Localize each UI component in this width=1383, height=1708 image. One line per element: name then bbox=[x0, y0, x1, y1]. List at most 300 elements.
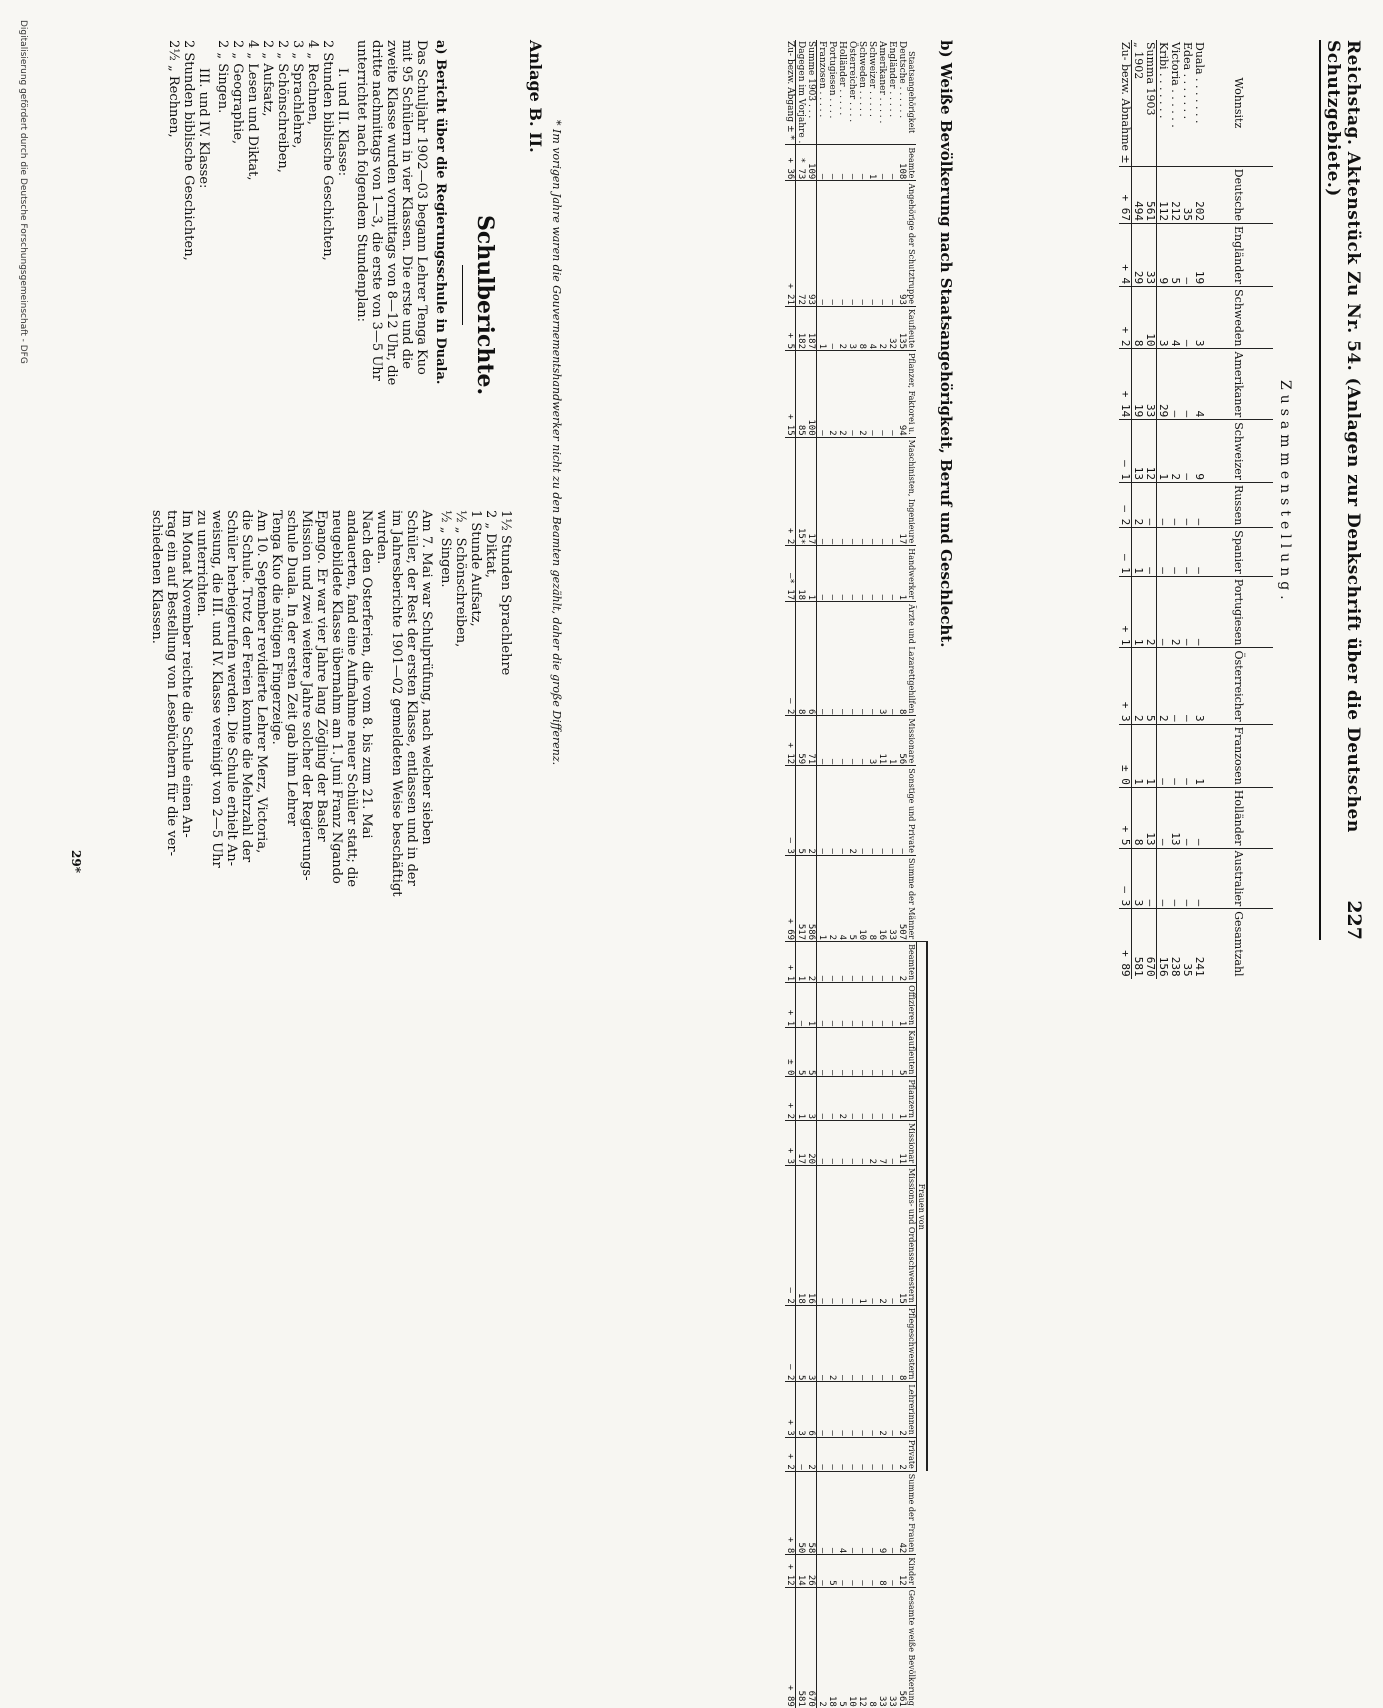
table-a-cell: 241 bbox=[1193, 909, 1205, 979]
table-a-cell: 2 bbox=[1169, 576, 1181, 648]
table-b-cell: — bbox=[827, 145, 837, 181]
table-b-cell: 8 bbox=[897, 602, 907, 716]
table-a-cell: — bbox=[1181, 420, 1193, 483]
table-a-cell: 13 bbox=[1132, 420, 1145, 483]
schedule-line: 2 Stunden biblische Geschichten, bbox=[320, 40, 335, 261]
table-b-cell: 6 bbox=[806, 1382, 817, 1437]
table-b-cell: — bbox=[817, 1382, 828, 1437]
table-a-cell: — bbox=[1169, 848, 1181, 909]
table-a-sum-row bbox=[1144, 40, 1157, 979]
table-b-cell: + 2 bbox=[785, 1077, 796, 1121]
table-b-cell: 1 bbox=[796, 942, 807, 983]
table-b-cell: 2 bbox=[867, 1121, 877, 1166]
narrative-line: zu unterrichten. bbox=[194, 510, 209, 617]
table-b-cell: — bbox=[837, 942, 847, 983]
table-b-cell: + 12 bbox=[785, 1555, 796, 1587]
table-a-cell: + 4 bbox=[1119, 224, 1132, 287]
table-b-cell: 14 bbox=[796, 1555, 807, 1587]
table-a-cell: 561 bbox=[1144, 166, 1157, 223]
table-b-sum-row bbox=[806, 40, 817, 1708]
table-b-header-cell: Beamten bbox=[907, 942, 917, 983]
table-b-cell: — bbox=[817, 983, 828, 1028]
table-b-cell: — bbox=[857, 1437, 867, 1471]
table-a-cell: 29 bbox=[1132, 224, 1145, 287]
schedule-line: 2½ „ Rechnen, bbox=[166, 40, 181, 138]
table-b-cell: 10 bbox=[847, 1587, 857, 1708]
narrative-line: Nach den Osterferien, die vom 8. bis zum 21. Mai bbox=[359, 510, 374, 839]
table-b-cell: + 8 bbox=[785, 1471, 796, 1555]
table-b-cell: — bbox=[827, 942, 837, 983]
table-b-cell: 109 bbox=[806, 145, 817, 181]
table-a-cell: Summa 1903 bbox=[1144, 40, 1157, 166]
table-b-cell: 17 bbox=[897, 437, 907, 546]
table-a-cell: 1 bbox=[1132, 724, 1145, 787]
table-b-cell: 2 bbox=[827, 351, 837, 438]
table-b-cell: — 2 bbox=[785, 1166, 796, 1306]
table-b-cell: — bbox=[857, 1471, 867, 1555]
table-b-cell: 8 bbox=[877, 1555, 887, 1587]
table-b-cell: — bbox=[827, 716, 837, 766]
header-rule bbox=[1319, 40, 1321, 940]
table-b-cell: 8 bbox=[857, 306, 867, 350]
table-b-cell: 15 bbox=[897, 1166, 907, 1306]
table-b-cell: 2 bbox=[897, 1437, 907, 1471]
intro-line: unterrichtet nach folgendem Stundenplan: bbox=[354, 40, 369, 322]
table-b-cell: + 3 bbox=[785, 1121, 796, 1166]
report-column-left bbox=[528, 40, 543, 500]
table-b-cell: — bbox=[847, 983, 857, 1028]
table-a-cell: 1 bbox=[1144, 724, 1157, 787]
table-a-cell: — bbox=[1193, 787, 1205, 848]
table-b-cell: + 89 bbox=[785, 1587, 796, 1708]
table-b-cell: 58 bbox=[806, 1471, 817, 1555]
table-a-header-cell: Portugiesen bbox=[1205, 576, 1273, 648]
schedule-line: 4 „ Rechnen, bbox=[305, 40, 320, 125]
table-a-cell: — bbox=[1169, 724, 1181, 787]
table-b-cell: 2 bbox=[837, 351, 847, 438]
table-b-footnote: * Im vorigen Jahre waren die Gouvernementshandwerker nicht zu den Beamten gezählt, daher die große Differenz. bbox=[550, 120, 563, 766]
table-b-cell: 11 bbox=[877, 716, 887, 766]
table-b-cell: — bbox=[887, 1555, 897, 1587]
table-b-cell: — bbox=[887, 942, 897, 983]
table-b-cell: — bbox=[887, 1166, 897, 1306]
report-body-left bbox=[166, 40, 448, 510]
table-b-header-cell: Pflanzer, Faktorei u. bbox=[907, 351, 917, 438]
table-b-cell: 581 bbox=[796, 1587, 807, 1708]
report-body-right bbox=[149, 510, 513, 980]
table-a-header-cell: Australier bbox=[1205, 848, 1273, 909]
table-b-cell: Österreicher . . . . bbox=[847, 41, 857, 123]
table-b-cell: — bbox=[887, 766, 897, 856]
narrative-line: Epango. Er war vier Jahre lang Zögling der Basler bbox=[314, 510, 329, 842]
table-b-cell: — bbox=[847, 437, 857, 546]
table-a-cell: 35 bbox=[1181, 909, 1193, 979]
table-b-cell: + 1 bbox=[785, 983, 796, 1028]
women-group-label: Frauen von bbox=[917, 942, 928, 1472]
class34-plan bbox=[166, 40, 196, 510]
table-b-cell: 8 bbox=[867, 1587, 877, 1708]
table-a-cell: — bbox=[1144, 848, 1157, 909]
table-a-cell: 3 bbox=[1132, 848, 1145, 909]
table-b-cell: 5 bbox=[796, 1028, 807, 1077]
table-a-cell: 1 bbox=[1193, 724, 1205, 787]
table-a-cell: 1 bbox=[1132, 528, 1145, 577]
table-a-cell: 238 bbox=[1169, 909, 1181, 979]
table-b-cell: — 2 bbox=[785, 602, 796, 716]
table-b-cell: — bbox=[827, 546, 837, 602]
table-b-cell: 16 bbox=[877, 855, 887, 941]
table-b-cell: 1 bbox=[897, 546, 907, 602]
table-a-header-cell: Holländer bbox=[1205, 787, 1273, 848]
table-b-cell: 3 bbox=[847, 306, 857, 350]
table-b-cell: — bbox=[817, 437, 828, 546]
table-b-header-cell: Angehörige der Schutztruppe bbox=[907, 181, 917, 307]
table-b-cell: — bbox=[847, 351, 857, 438]
table-b-cell: — bbox=[877, 1028, 887, 1077]
table-b-cell: 670 bbox=[806, 1587, 817, 1708]
table-a-cell: 112 bbox=[1157, 166, 1170, 223]
table-b-cell: — bbox=[817, 1471, 828, 1555]
report-section-title: a) Bericht über die Regierungsschule in Duala. bbox=[433, 40, 448, 385]
table-b-cell: — bbox=[817, 1305, 828, 1382]
table-a-cell: — bbox=[1193, 528, 1205, 577]
table-a-cell: — bbox=[1193, 483, 1205, 528]
table-b-row bbox=[837, 40, 847, 1708]
table-a-cell: 5 bbox=[1169, 224, 1181, 287]
table-a-cell: — bbox=[1169, 483, 1181, 528]
table-a-row bbox=[1181, 40, 1193, 979]
table-b-cell: — bbox=[857, 716, 867, 766]
table-b-cell: — bbox=[877, 181, 887, 307]
table-b-cell: 1 bbox=[817, 306, 828, 350]
table-b-cell: 7 bbox=[877, 1121, 887, 1166]
table-b-cell: — bbox=[847, 1028, 857, 1077]
table-b-cell: — bbox=[847, 1555, 857, 1587]
schedule-line: 2 „ Diktat, bbox=[483, 510, 498, 579]
table-b-cell: 56 bbox=[897, 716, 907, 766]
table-b-cell: — bbox=[847, 1382, 857, 1437]
table-a-cell: 35 bbox=[1181, 166, 1193, 223]
narrative-line: Am 10. September revidierte Lehrer Merz, Victoria, bbox=[254, 510, 269, 854]
table-a-cell: 5 bbox=[1144, 648, 1157, 724]
table-b-cell: 135 bbox=[897, 306, 907, 350]
table-b-cell: Engländer . . . . . bbox=[887, 41, 897, 118]
table-b-cell: — bbox=[857, 1028, 867, 1077]
table-b-cell: 8 bbox=[897, 1305, 907, 1382]
narrative-line: weisung, die III. und IV. Klasse vereinigt von 2—5 Uhr bbox=[209, 510, 224, 868]
page-header bbox=[1325, 40, 1375, 940]
table-b-header-cell: Private bbox=[907, 1437, 917, 1471]
heading-rule bbox=[462, 265, 463, 325]
table-b-cell: 2 bbox=[806, 942, 817, 983]
table-a-title: Zusammenstellung. bbox=[1277, 380, 1293, 605]
table-b-cell: — bbox=[887, 1077, 897, 1121]
table-b-cell: — bbox=[867, 546, 877, 602]
table-b-cell: 11 bbox=[897, 1121, 907, 1166]
table-b-cell: — bbox=[867, 766, 877, 856]
table-b-cell: 93 bbox=[806, 181, 817, 307]
table-b-header-cell: Staatsangehörigkeit bbox=[907, 51, 917, 134]
class12-plan bbox=[215, 40, 335, 510]
table-b-cell: — bbox=[796, 1437, 807, 1471]
table-a-cell: 9 bbox=[1193, 420, 1205, 483]
table-b-cell: Amerikaner . . . . . bbox=[877, 41, 887, 124]
table-b-cell: — bbox=[857, 145, 867, 181]
table-b-header-cell: Kaufleuten bbox=[907, 1028, 917, 1077]
table-b-cell: — bbox=[887, 1382, 897, 1437]
table-b-cell: 12 bbox=[897, 1555, 907, 1587]
table-a-cell: — bbox=[1181, 787, 1193, 848]
table-b-cell: 94 bbox=[897, 351, 907, 438]
table-a-cell: 13 bbox=[1144, 787, 1157, 848]
table-b-header-cell: Gesamte weiße Bevölkerung bbox=[907, 1587, 917, 1708]
narrative-line: Mission und zwei weitere Jahre solcher der Regierungs- bbox=[299, 510, 314, 881]
table-b-cell: 1 bbox=[867, 145, 877, 181]
signature-mark: 29* bbox=[69, 850, 83, 873]
table-a-cell: 8 bbox=[1132, 787, 1145, 848]
intro-line: Das Schuljahr 1902—03 begann Lehrer Tenga Kuo bbox=[414, 40, 429, 375]
table-b-cell: Franzosen . . . . . bbox=[817, 41, 827, 118]
table-a-cell: — bbox=[1144, 483, 1157, 528]
table-b-cell: — bbox=[817, 351, 828, 438]
schedule-line: 2 „ Schönschreiben, bbox=[275, 40, 290, 173]
table-a-row bbox=[1169, 40, 1181, 979]
table-a-cell: Kribi . . . . . . . bbox=[1157, 42, 1170, 119]
table-b-cell: —* 17 bbox=[785, 546, 796, 602]
table-a-cell: + 67 bbox=[1119, 166, 1132, 223]
table-b-cell: — 3 bbox=[785, 766, 796, 856]
table-b-cell: — bbox=[857, 181, 867, 307]
table-b-cell: — bbox=[887, 1121, 897, 1166]
table-b-row bbox=[867, 40, 877, 1708]
table-b-cell: — bbox=[847, 1077, 857, 1121]
table-b-cell: — bbox=[867, 351, 877, 438]
table-a-cell: 2 bbox=[1132, 648, 1145, 724]
table-b-cell: — bbox=[857, 1305, 867, 1382]
table-b-cell: 32 bbox=[887, 306, 897, 350]
table-b-cell: — bbox=[877, 351, 887, 438]
narrative-line: wurden. bbox=[374, 510, 389, 565]
table-b-cell: — bbox=[827, 983, 837, 1028]
table-b-cell: 507 bbox=[897, 855, 907, 941]
intro-line: zweite Klasse wurden vormittags von 8—12 Uhr, die bbox=[384, 40, 399, 386]
schedule-line: ½ „ Singen. bbox=[438, 510, 453, 588]
table-a-header-cell: Gesamtzahl bbox=[1205, 909, 1273, 979]
table-b-cell: — bbox=[877, 1305, 887, 1382]
table-b-cell: — bbox=[867, 181, 877, 307]
table-b-cell: — bbox=[837, 766, 847, 856]
table-b-cell: — bbox=[827, 766, 837, 856]
table-b-cell: 93 bbox=[897, 181, 907, 307]
table-a-cell: + 3 bbox=[1119, 648, 1132, 724]
table-b-cell: — bbox=[877, 983, 887, 1028]
table-b-cell: — bbox=[867, 1166, 877, 1306]
table-b-cell: — bbox=[887, 181, 897, 307]
table-b-cell: 1 bbox=[817, 855, 828, 941]
table-b-cell: — bbox=[867, 437, 877, 546]
table-b-cell: 8 bbox=[867, 855, 877, 941]
table-b-cell: 5 bbox=[847, 855, 857, 941]
table-b-cell: — bbox=[817, 546, 828, 602]
table-b-cell: 1 bbox=[857, 1166, 867, 1306]
intro-line: mit 95 Schülern in vier Klassen. Die erste und die bbox=[399, 40, 414, 369]
table-b-cell: — bbox=[827, 306, 837, 350]
table-b-cell: + 21 bbox=[785, 181, 796, 307]
table-a-header-cell: Spanier bbox=[1205, 528, 1273, 577]
table-b-row bbox=[817, 40, 828, 1708]
table-b-cell: — bbox=[827, 1437, 837, 1471]
table-b-cell: — bbox=[857, 1077, 867, 1121]
table-b-cell: Dagegen im Vorjahre . bbox=[796, 41, 806, 144]
table-b-header-cell: Offizieren bbox=[907, 983, 917, 1028]
schedule-line: 2 „ Aufsatz, bbox=[260, 40, 275, 117]
table-b-cell: — bbox=[837, 1555, 847, 1587]
table-b-cell: — bbox=[847, 1471, 857, 1555]
table-b-cell: — bbox=[847, 145, 857, 181]
table-b-cell: 15* bbox=[796, 437, 807, 546]
table-b-cell: 1 bbox=[806, 983, 817, 1028]
table-b-cell: — bbox=[847, 1166, 857, 1306]
table-a-cell: — bbox=[1181, 483, 1193, 528]
table-b-header-cell: Missions- und Ordensschwestern bbox=[907, 1166, 917, 1306]
table-b-cell: 4 bbox=[837, 855, 847, 941]
table-b-cell: — bbox=[817, 766, 828, 856]
table-a-cell: 2 bbox=[1132, 483, 1145, 528]
table-b-cell: — bbox=[847, 181, 857, 307]
table-b-cell: — bbox=[877, 1437, 887, 1471]
table-b-cell: 18 bbox=[827, 1587, 837, 1708]
table-b-cell: — bbox=[847, 546, 857, 602]
table-b-cell: — bbox=[887, 983, 897, 1028]
table-a-cell: „ 1902 bbox=[1132, 42, 1145, 80]
table-b-cell: — bbox=[837, 546, 847, 602]
table-b-cell: — bbox=[877, 437, 887, 546]
table-b-cell: 2 bbox=[806, 1437, 817, 1471]
table-a-header-cell: Engländer bbox=[1205, 224, 1273, 287]
table-b-cell: Summe 1903 . . . bbox=[806, 40, 817, 145]
table-b-cell: 3 bbox=[806, 1077, 817, 1121]
table-b-cell: 2 bbox=[877, 1382, 887, 1437]
table-b-cell: — bbox=[817, 181, 828, 307]
table-b-cell: — bbox=[857, 766, 867, 856]
table-a-cell: — bbox=[1169, 528, 1181, 577]
table-a-cell: — bbox=[1181, 648, 1193, 724]
table-b-row bbox=[877, 40, 887, 1708]
table-b-cell: — bbox=[867, 942, 877, 983]
table-b-cell: 33 bbox=[887, 855, 897, 941]
table-b-cell: — bbox=[887, 351, 897, 438]
table-b-cell: 71 bbox=[806, 716, 817, 766]
table-b-cell: 20 bbox=[806, 1121, 817, 1166]
table-a-header-cell: Franzosen bbox=[1205, 724, 1273, 787]
report-intro bbox=[354, 40, 429, 510]
table-b-cell: 182 bbox=[796, 306, 807, 350]
table-a-cell: + 5 bbox=[1119, 787, 1132, 848]
table-b-cell: Zu- bezw. Abgang ± * bbox=[785, 40, 796, 145]
table-a-header-cell: Österreicher bbox=[1205, 648, 1273, 724]
table-b-cell: 2 bbox=[847, 766, 857, 856]
table-b-cell: 16 bbox=[806, 1166, 817, 1306]
table-a-cell: 12 bbox=[1144, 420, 1157, 483]
table-b-cell: 5 bbox=[837, 1587, 847, 1708]
table-b-cell: — 2 bbox=[785, 1305, 796, 1382]
table-b-row bbox=[827, 40, 837, 1708]
table-b-cell: 5 bbox=[796, 766, 807, 856]
narrative-line: Schüler, der Rest der ersten Klasse, entlassen und in der bbox=[404, 510, 419, 886]
table-b-cell: 8 bbox=[796, 602, 807, 716]
table-b-cell: 2 bbox=[857, 351, 867, 438]
table-b-cell: — bbox=[887, 145, 897, 181]
table-b-cell: — bbox=[867, 1437, 877, 1471]
table-b-cell: 17 bbox=[796, 1121, 807, 1166]
intro-line: dritte nachmittags von 1—3, die erste von 3—5 Uhr bbox=[369, 40, 384, 381]
table-b-header-cell: Kinder bbox=[907, 1555, 917, 1587]
table-a-cell: — bbox=[1181, 528, 1193, 577]
narrative-line: Im Monat November reichte die Schule einen An- bbox=[179, 510, 194, 838]
table-b-header-cell: Handwerker bbox=[907, 546, 917, 602]
table-a-cell: + 2 bbox=[1119, 287, 1132, 349]
table-b-cell: 18 bbox=[796, 546, 807, 602]
table-b-cell: — bbox=[877, 942, 887, 983]
table-a-cell: — bbox=[1157, 787, 1170, 848]
table-a-cell: — bbox=[1157, 528, 1170, 577]
dfg-footer: Digitalisierung gefördert durch die Deutsche Forschungsgemeinschaft - DFG bbox=[18, 20, 28, 364]
table-b-row bbox=[847, 40, 857, 1708]
table-a-cell: 1 bbox=[1132, 576, 1145, 648]
table-b-header-cell: Kaufleute bbox=[907, 306, 917, 350]
table-b-cell: 2 bbox=[877, 306, 887, 350]
table-a-cell: 2 bbox=[1157, 648, 1170, 724]
report-heading: Schulberichte. bbox=[472, 215, 498, 396]
table-b-cell: — bbox=[877, 145, 887, 181]
table-b-cell: — bbox=[837, 1028, 847, 1077]
table-a-cell: 2 bbox=[1144, 576, 1157, 648]
table-b-cell: — bbox=[837, 181, 847, 307]
table-b-cell: — bbox=[837, 1437, 847, 1471]
narrative-line: schule Duala. In der ersten Zeit gab ihm Lehrer bbox=[284, 510, 299, 826]
table-b-cell: — bbox=[877, 546, 887, 602]
table-b-cell: 561 bbox=[897, 1587, 907, 1708]
table-b-cell: — bbox=[817, 1437, 828, 1471]
table-a-cell: — bbox=[1181, 349, 1193, 420]
table-nationality-profession-gender bbox=[785, 40, 928, 1708]
table-b-cell: — bbox=[837, 1305, 847, 1382]
table-a-cell: Duala . . . . . . . bbox=[1193, 42, 1206, 124]
table-a-diff-row bbox=[1119, 40, 1132, 979]
table-b-cell: Schweden . . . . . bbox=[857, 41, 867, 117]
table-b-cell: — bbox=[857, 1121, 867, 1166]
table-b-cell: 6 bbox=[806, 602, 817, 716]
table-b-cell: — bbox=[837, 983, 847, 1028]
table-b-cell: — bbox=[867, 1382, 877, 1437]
table-b-header-cell: Summe der Frauen bbox=[907, 1471, 917, 1555]
table-b-cell: 2 bbox=[827, 1305, 837, 1382]
table-a-header-cell: Schweden bbox=[1205, 287, 1273, 349]
schedule-line: 3 „ Sprachlehre, bbox=[290, 40, 305, 149]
header-title: Reichstag. Aktenstück Zu Nr. 54. (Anlagen zur Denkschrift über die Deutschen Schutzgebiete.) bbox=[1323, 40, 1363, 833]
table-a-row bbox=[1157, 40, 1170, 979]
table-b-cell: — bbox=[827, 181, 837, 307]
narrative-line: trag ein auf Bestellung von Lesebüchern für die ver- bbox=[164, 510, 179, 857]
table-a-header-cell: Deutsche bbox=[1205, 166, 1273, 223]
table-a-cell: 33 bbox=[1144, 349, 1157, 420]
table-b-cell: — bbox=[857, 942, 867, 983]
table-b-cell: — bbox=[887, 1305, 897, 1382]
table-b-cell: + 36 bbox=[785, 145, 796, 181]
table-a-cell: 33 bbox=[1144, 224, 1157, 287]
table-a-cell: — bbox=[1157, 483, 1170, 528]
table-b-header-cell: Maschinisten, Ingenieure bbox=[907, 437, 917, 546]
